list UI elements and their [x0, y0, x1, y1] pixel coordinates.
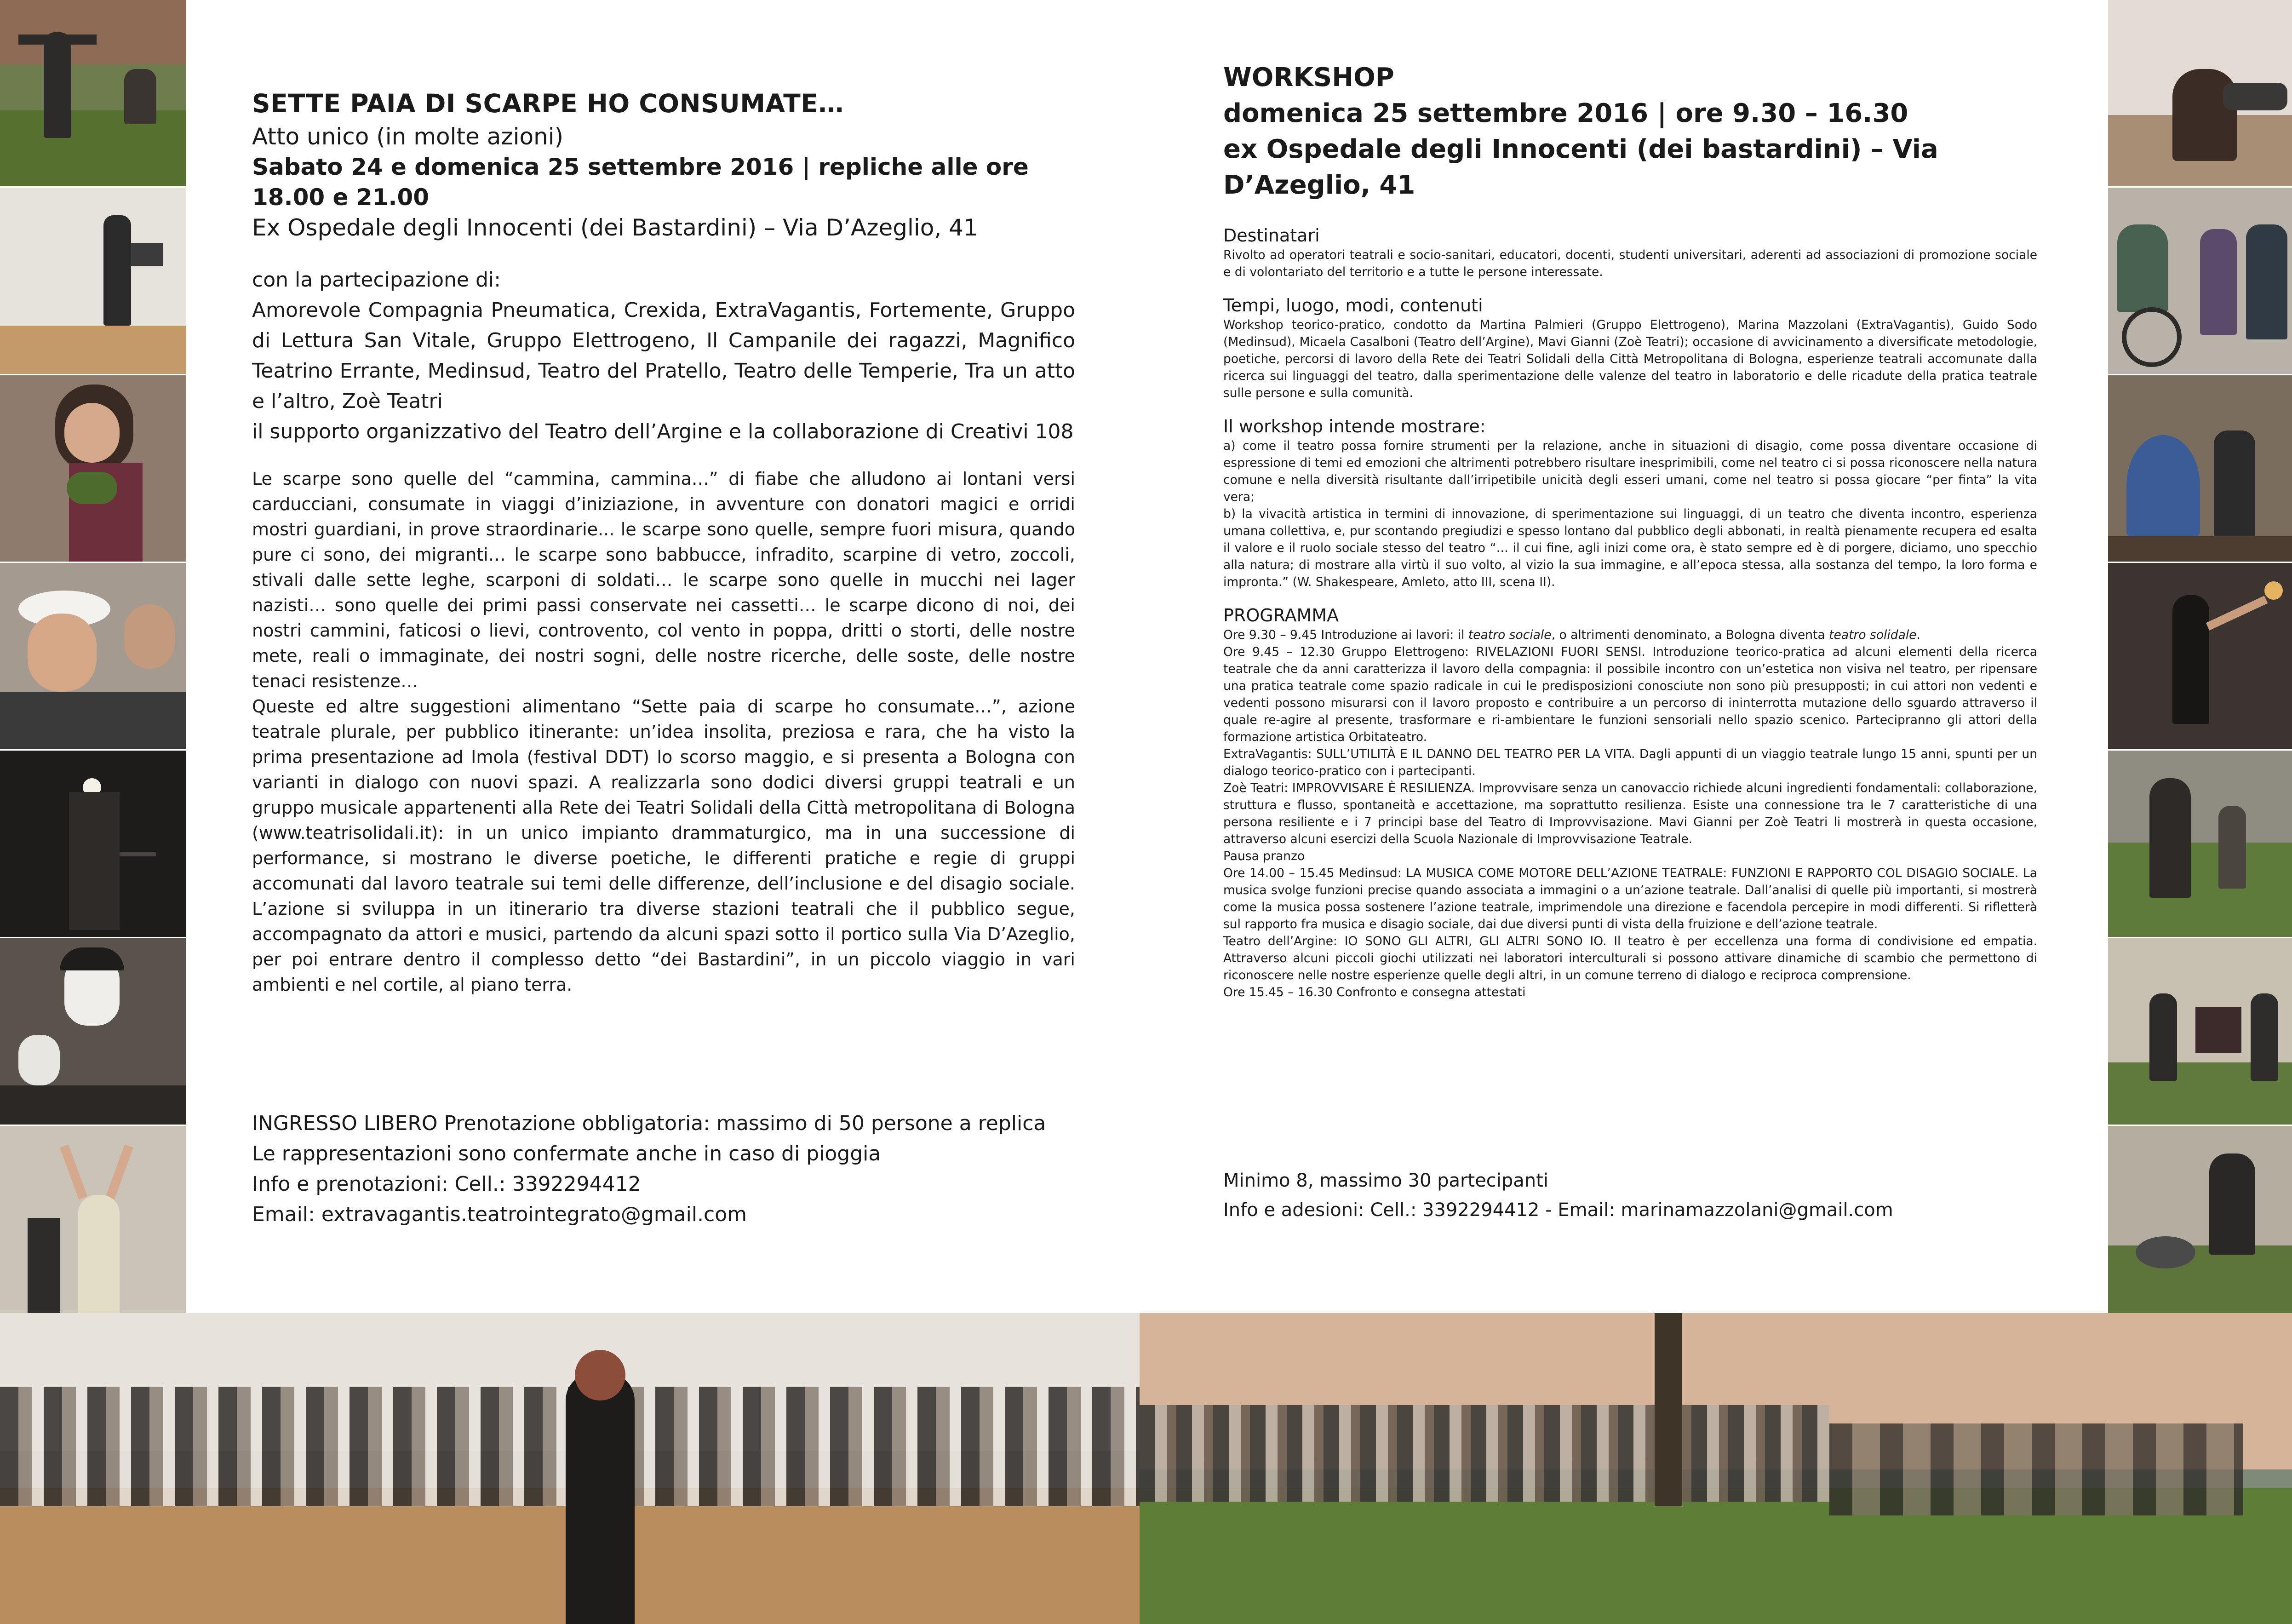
performance-venue: Ex Ospedale degli Innocenti (dei Bastardini) – Via D’Azeglio, 41	[252, 214, 978, 241]
program-item-zoe-teatri: Zoè Teatri: IMPROVVISARE È RESILIENZA. Improvvisare senza un canovaccio richiede alcuni ingredienti fondamentali: collaborazione, struttura e flusso, spontaneità e accettazione, ma soprattutto resilienza. Esiste una connessione tra le 7 caratteristiche di una persona resiliente e i 7 principi base del Teatro di Improvvisazione. Mavi Gianni per Zoè Teatri li mostrerà in questa occasione, attraverso alcuni esercizi della Scuola Nazionale di Improvvisazione Teatrale.	[1223, 781, 2037, 846]
participation-intro: con la partecipazione di:	[252, 268, 501, 292]
photo-dancer-dark	[2108, 563, 2292, 749]
rain-line: Le rappresentazioni sono confermate anche in caso di pioggia	[252, 1142, 881, 1165]
performance-description	[252, 466, 1075, 998]
photo-audience-circle-hall	[0, 1313, 1140, 1624]
photo-musicians-lawn	[2108, 938, 2292, 1125]
intende-heading: Il workshop intende mostrare:	[1223, 416, 1486, 436]
booking-email: Email: extravagantis.teatrointegrato@gmail.com	[252, 1203, 747, 1226]
participants-list: Amorevole Compagnia Pneumatica, Crexida, ExtraVagantis, Fortemente, Gruppo di Lettura San Vitale, Gruppo Elettrogeno, Il Campanile dei ragazzi, Magnifico Teatrino Errante, Medinsud, Teatro del Pratello, Teatro delle Temperie, Tra un atto e l’altro, Zoè Teatri	[252, 298, 1075, 413]
description-paragraph-2: Queste ed altre suggestioni alimentano “Sette paia di scarpe ho consumate…”, azione teatrale plurale, per pubblico itinerante: un’idea insolita, preziosa e rara, che ha visto la prima presentazione ad Imola (festival DDT) lo scorso maggio, e si presenta a Bologna con varianti in dialogo con nuovi spazi. A realizzarla sono dodici diversi gruppi teatrali e un gruppo musicale appartenenti alla Rete dei Teatri Solidali della Città metropolitana di Bologna (www.teatrisolidali.it): in un unico impianto drammaturgico, ma in una successione di performance, si mostrano le diverse poetiche, le differenti pratiche e regie di gruppi accomunati dal lavoro teatrale sui temi delle differenze, dell’inclusione e del disagio sociale. L’azione si sviluppa in un itinerario tra diverse stazioni teatrali che il pubblico segue, accompagnato da attori e musici, partendo da alcuni spazi sotto il portico sulla Via D’Azeglio, per poi entrare dentro il complesso detto “dei Bastardini”, in un piccolo viaggio in vari ambienti e nel cortile, al piano terra.	[252, 696, 1075, 995]
performance-dates: Sabato 24 e domenica 25 settembre 2016 | repliche alle ore 18.00 e 21.00	[252, 154, 1029, 211]
program-item-intro	[1223, 626, 2037, 643]
performance-info	[252, 1108, 1075, 1230]
photo-musician-stand	[0, 188, 186, 374]
program-intro-emph-1: teatro sociale	[1468, 628, 1552, 642]
program-intro-text-2: , o altrimenti denominato, a Bologna diventa	[1551, 628, 1829, 642]
photo-guitarist-handpan	[2108, 1126, 2292, 1313]
workshop-capacity: Minimo 8, massimo 30 partecipanti	[1223, 1170, 1548, 1191]
intende-point-b: b) la vivacità artistica in termini di innovazione, di sperimentazione sui linguaggi, di un teatro che diventa incontro, esperienza umana collettiva, e, pur scontando pregiudizi e spesso lontano dal pubblico degli abbonati, in realtà pienamente recupera ed esalta il valore e il ruolo sociale stesso del teatro “… il cui fine, agli inizi come ora, è stato sempre ed è di porgere, diciamo, uno specchio alla natura; di mostrare alla virtù il suo volto, al vizio la sua immagine, e all’epoca stessa, alla sostanza del tempo, la loro forma e impronta.” (W. Shakespeare, Amleto, atto III, scena II).	[1223, 507, 2037, 589]
workshop-heading: WORKSHOP	[1223, 63, 1394, 92]
workshop-contacts: Info e adesioni: Cell.: 3392294412 - Email: marinamazzolani@gmail.com	[1223, 1199, 1893, 1221]
tempi-heading: Tempi, luogo, modi, contenuti	[1223, 295, 1483, 316]
program-item-teatro-argine: Teatro dell’Argine: IO SONO GLI ALTRI, GLI ALTRI SONO IO. Il teatro è per eccellenza una forma di condivisione ed empatia. Attraverso alcuni piccoli giochi utilizzati nei laboratori interculturali si possono attivare dinamiche di scambio che permettono di riconoscere nelle nostre esperienze quelle degli altri, in un comune terreno di dialogo e reciproca comprensione.	[1223, 934, 2037, 982]
program-item-medinsud: Ore 14.00 – 15.45 Medinsud: LA MUSICA COME MOTORE DELL’AZIONE TEATRALE: FUNZIONI E RAPPORTO COL DISAGIO SOCIALE. La musica svolge funzioni precise quando associata a immagini o a un’azione teatrale. Dall’analisi di quelle più importanti, si mostrerà come la musica possa sostenere l’azione teatrale, imprimendole una direzione e facendola percepire in modi differenti. Si rifletterà sul rapporto fra musica e disagio sociale, dai due diversi punti di vista della fruizione e dell’azione teatrale.	[1223, 866, 2037, 931]
workshop-info	[1223, 1166, 2037, 1225]
booking-phone: Info e prenotazioni: Cell.: 3392294412	[252, 1172, 641, 1196]
photo-dancer-arms-up	[0, 1126, 186, 1313]
support-line: il supporto organizzativo del Teatro dell’Argine e la collaborazione di Creativi 108	[252, 420, 1074, 443]
program-intro-text: Ore 9.30 – 9.45 Introduzione ai lavori: il	[1223, 628, 1468, 642]
program-item-closing: Ore 15.45 – 16.30 Confronto e consegna attestati	[1223, 985, 1526, 999]
performance-column	[252, 87, 1075, 998]
performance-title: SETTE PAIA DI SCARPE HO CONSUMATE…	[252, 89, 844, 118]
workshop-column	[1223, 60, 2037, 1001]
performance-subtitle: Atto unico (in molte azioni)	[252, 123, 564, 150]
photo-woman-plant	[0, 375, 186, 562]
intende-point-a: a) come il teatro possa fornire strumenti per la relazione, anche in situazioni di disagio, come possa diventare occasione di espressione di temi ed emozioni che altrimenti potrebbero risultare inesprimibili, come nel teatro ci si possa riconoscere nella natura comune e nella diversità risultante dall’irripetibile unicità degli esseri umani, come nel teatro si possa giocare “per finta” la vita vera;	[1223, 439, 2037, 504]
programma-heading: PROGRAMMA	[1223, 605, 1339, 625]
photo-shouting-faces	[0, 563, 186, 749]
photo-courtyard-audience	[1140, 1313, 2292, 1624]
destinatari-heading: Destinatari	[1223, 225, 1320, 246]
photo-blue-costume-scene	[2108, 375, 2292, 562]
program-item-gruppo-elettrogeno: Ore 9.45 – 12.30 Gruppo Elettrogeno: RIVELAZIONI FUORI SENSI. Introduzione teorico-pratica ad alcuni elementi della ricerca teatrale che da anni caratterizza il lavoro della compagnia: il possibile incontro con un’estetica non visiva nel teatro, per ripensare una pratica teatrale come spazio radicale in cui le predisposizioni conosciute non sono più presupposti; in cui attori non vedenti e vedenti possono misurarsi con il lavoro proposto e contribuire a un percorso di ininterrotta mutazione dello sguardo attraverso il quale re-agire al presente, trasformare e ri-ambientare le funzioni sensoriali nello spazio scenico. Partecipranno gli attori della formazione artistica Orbitateatro.	[1223, 645, 2037, 744]
participants-block	[252, 265, 1075, 447]
tempi-text: Workshop teorico-pratico, condotto da Martina Palmieri (Gruppo Elettrogeno), Marina Mazzolani (ExtraVagantis), Guido Sodo (Medinsud), Micaela Casalboni (Teatro dell’Argine), Mavi Gianni (Zoè Teatri); occasione di avvicinamento a diversificate metodologie, poetiche, percorsi di lavoro della Rete dei Teatri Solidali della Città Metropolitana di Bologna, esperienze teatrali accomunate dalla ricerca sui linguaggi del teatro, dalla sperimentazione delle valenze del teatro in laboratorio e delle ricadute della pratica teatrale sulle persone e sulla comunità.	[1223, 318, 2037, 400]
program-intro-emph-2: teatro solidale	[1829, 628, 1917, 642]
photo-actor-garden	[2108, 751, 2292, 937]
description-paragraph-1: Le scarpe sono quelle del “cammina, cammina…” di fiabe che alludono ai lontani versi carducciani, consumate in viaggi d’iniziazione, in avventure con donatori magici e orridi mostri guardiani, in prove straordinarie... le scarpe sono quelle, sempre fuori misura, quando pure ci sono, dei migranti… le scarpe sono babbucce, infradito, scarpine di vetro, zoccoli, stivali dalle sette leghe, scarponi di soldati… le scarpe sono quelle in mucchi nei lager nazisti… sono quelle dei primi passi conservate nei cassetti… le scarpe dicono di noi, dei nostri cammini, faticosi o lievi, controvento, col vento in poppa, dritti o storti, delle nostre mete, reali o immaginate, dei nostri sogni, delle nostre ricerche, delle soste, delle nostre tenaci resistenze…	[252, 469, 1075, 691]
photo-masked-actors	[0, 938, 186, 1125]
workshop-venue: ex Ospedale degli Innocenti (dei bastardini) – Via D’Azeglio, 41	[1223, 134, 1938, 200]
photo-dark-stage-light	[0, 751, 186, 937]
free-entry-line: INGRESSO LIBERO Prenotazione obbligatoria: massimo di 50 persone a replica	[252, 1112, 1046, 1135]
photo-wheelchair-group	[2108, 188, 2292, 374]
photo-lying-actors	[2108, 0, 2292, 186]
program-intro-end: .	[1916, 628, 1920, 642]
program-item-lunch: Pausa pranzo	[1223, 849, 1305, 863]
destinatari-text: Rivolto ad operatori teatrali e socio-sanitari, educatori, docenti, studenti universitari, aderenti ad associazioni di promozione sociale e di volontariato del territorio e a tutte le persone interessate.	[1223, 248, 2037, 279]
workshop-date: domenica 25 settembre 2016 | ore 9.30 – 16.30	[1223, 98, 1908, 128]
photo-performers-garden	[0, 0, 186, 186]
program-item-extravagantis: ExtraVagantis: SULL’UTILITÀ E IL DANNO DEL TEATRO PER LA VITA. Dagli appunti di un viaggio teatrale lungo 15 anni, spunti per un dialogo teorico-pratico con i partecipanti.	[1223, 747, 2037, 778]
